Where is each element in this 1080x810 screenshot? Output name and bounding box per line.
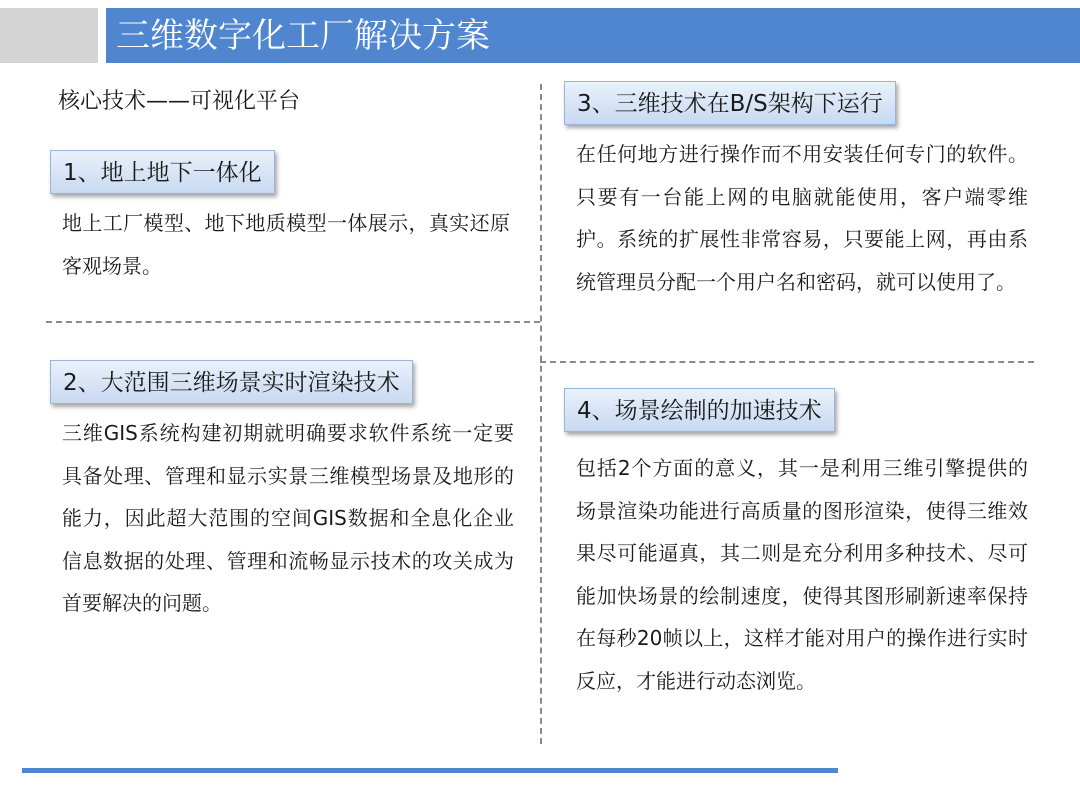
left-horizontal-divider [46, 321, 540, 323]
section-1-body: 地上工厂模型、地下地质模型一体展示，真实还原客观场景。 [62, 211, 510, 278]
slide-title: 三维数字化工厂解决方案 [116, 16, 490, 56]
vertical-divider [540, 84, 542, 744]
bottom-accent-line [22, 768, 838, 773]
section-2-heading: 2、大范围三维场景实时渲染技术 [50, 360, 413, 404]
right-horizontal-divider [540, 361, 1034, 363]
title-accent-block [0, 8, 98, 63]
section-3-body: 在任何地方进行操作而不用安装任何专门的软件。只要有一台能上网的电脑就能使用，客户端零维护。系统的扩展性非常容易，只要能上网，再由系统管理员分配一个用户名和密码，就可以使用了。 [576, 142, 1028, 294]
subtitle: 核心技术——可视化平台 [58, 89, 301, 114]
section-2-body: 三维GIS系统构建初期就明确要求软件系统一定要具备处理、管理和显示实景三维模型场景及地形的能力，因此超大范围的空间GIS数据和全息化企业信息数据的处理、管理和流畅显示技术的攻关成为首要解决的问题。 [62, 421, 514, 615]
section-3-heading: 3、三维技术在B/S架构下运行 [564, 81, 896, 125]
section-4-heading: 4、场景绘制的加速技术 [564, 388, 835, 432]
section-4-body: 包括2个方面的意义，其一是利用三维引擎提供的场景渲染功能进行高质量的图形渲染，使得三维效果尽可能逼真，其二则是充分利用多种技术、尽可能加快场景的绘制速度，使得其图形刷新速率保持在每秒20帧以上，这样才能对用户的操作进行实时反应，才能进行动态浏览。 [576, 456, 1028, 693]
section-1-heading: 1、地上地下一体化 [50, 150, 275, 194]
